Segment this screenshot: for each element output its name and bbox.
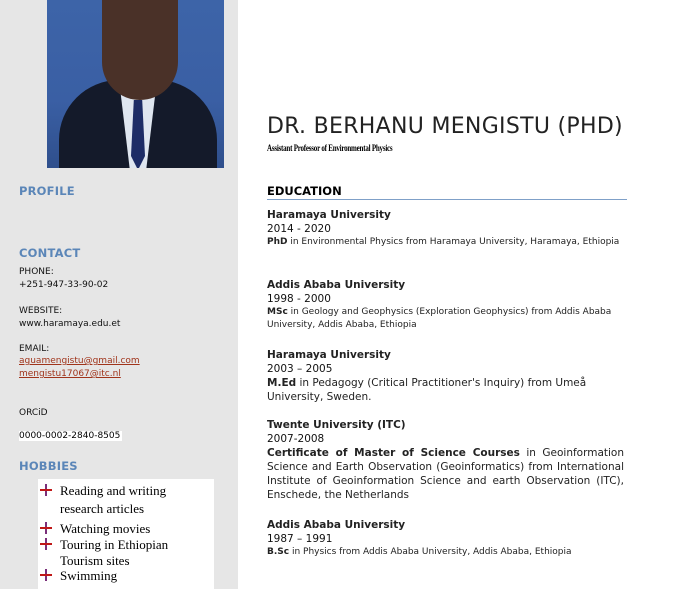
job-title: Assistant Professor of Environmental Physics bbox=[267, 143, 393, 153]
list-item: Touring in Ethiopian bbox=[60, 537, 169, 552]
phone-label: PHONE: bbox=[19, 267, 54, 277]
institution: Haramaya University bbox=[267, 209, 391, 221]
degree: B.Sc bbox=[267, 547, 290, 557]
contact-heading: CONTACT bbox=[19, 246, 81, 260]
email-label: EMAIL: bbox=[19, 344, 50, 354]
divider bbox=[267, 199, 627, 200]
years: 2007-2008 bbox=[267, 433, 325, 445]
degree: M.Ed bbox=[267, 377, 297, 389]
orcid-label: ORCiD bbox=[19, 408, 48, 418]
bullet-icon bbox=[40, 569, 52, 581]
profile-photo bbox=[47, 0, 224, 168]
degree-detail: in Environmental Physics from Haramaya University, Haramaya, Ethiopia bbox=[287, 237, 620, 247]
email-link-1[interactable]: aguamengistu@gmail.com bbox=[19, 356, 140, 366]
hobbies-list bbox=[38, 479, 214, 589]
institution: Twente University (ITC) bbox=[267, 419, 406, 431]
institution: Addis Ababa University bbox=[267, 519, 406, 531]
hobbies-heading: HOBBIES bbox=[19, 459, 78, 473]
degree-detail: in Geoinformation Science and Earth Observation (Geoinformatics) from International Institute of Geoinformation Science and earth Observation (ITC), Enschede, the Netherlands bbox=[267, 447, 625, 501]
list-item: Tourism sites bbox=[60, 553, 130, 568]
degree-detail: in Physics from Addis Ababa University, Addis Ababa, Ethiopia bbox=[289, 547, 572, 557]
education-entry bbox=[267, 209, 624, 249]
degree: MSc bbox=[267, 307, 288, 317]
years: 2014 - 2020 bbox=[267, 223, 331, 235]
list-item: Watching movies bbox=[60, 521, 151, 536]
years: 1998 - 2000 bbox=[267, 293, 331, 305]
list-item: Reading and writing bbox=[60, 483, 167, 498]
list-item: Swimming bbox=[60, 568, 118, 583]
degree: Certificate of Master of Science Courses bbox=[267, 447, 520, 459]
bullet-icon bbox=[40, 484, 52, 496]
education-entry bbox=[267, 519, 624, 559]
years: 1987 – 1991 bbox=[267, 533, 333, 545]
website-value: www.haramaya.edu.et bbox=[19, 319, 121, 329]
website-label: WEBSITE: bbox=[19, 306, 63, 316]
list-item: research articles bbox=[60, 501, 145, 516]
phone-value: +251-947-33-90-02 bbox=[19, 280, 109, 290]
bullet-icon bbox=[40, 538, 52, 550]
education-entry bbox=[267, 419, 624, 502]
person-name: DR. BERHANU MENGISTU (PHD) bbox=[267, 114, 623, 139]
degree: PhD bbox=[267, 237, 288, 247]
email-link-2[interactable]: mengistu17067@itc.nl bbox=[19, 369, 121, 379]
education-entry bbox=[267, 279, 624, 332]
degree-detail: in Geology and Geophysics (Exploration Geophysics) from Addis Ababa University, Addis Ababa, Ethiopia bbox=[267, 307, 612, 330]
degree-detail: in Pedagogy (Critical Practitioner's Inquiry) from Umeå University, Sweden. bbox=[267, 377, 587, 403]
years: 2003 – 2005 bbox=[267, 363, 333, 375]
institution: Haramaya University bbox=[267, 349, 391, 361]
orcid-value: 0000-0002-2840-8505 bbox=[19, 431, 121, 441]
profile-heading: PROFILE bbox=[19, 184, 75, 198]
education-heading: EDUCATION bbox=[267, 184, 342, 198]
bullet-icon bbox=[40, 522, 52, 534]
institution: Addis Ababa University bbox=[267, 279, 406, 291]
education-entry bbox=[267, 349, 624, 404]
